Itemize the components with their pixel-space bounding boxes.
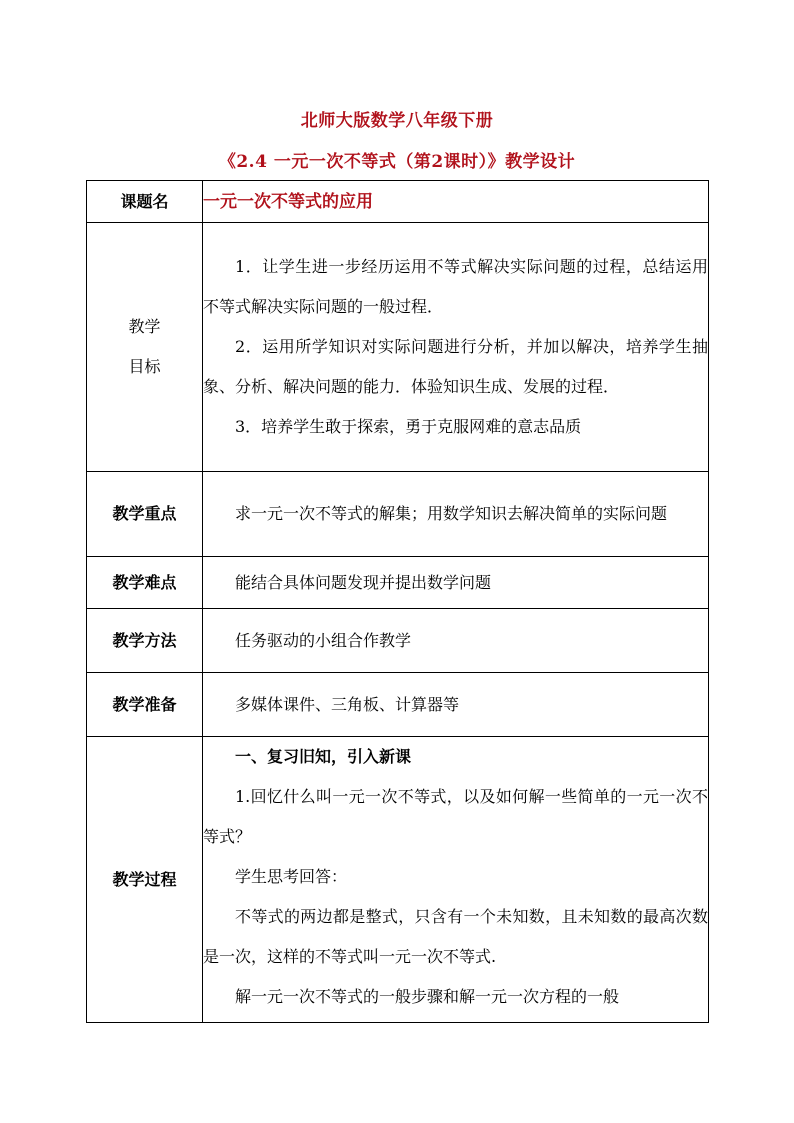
process-label: 教学过程: [87, 737, 203, 1023]
process-paragraph-3: 不等式的两边都是整式，只含有一个未知数，且未知数的最高次数是一次，这样的不等式叫一元一次不等式.: [203, 907, 708, 966]
objective-item-3: 3．培养学生敢于探索，勇于克服网难的意志品质: [235, 417, 582, 436]
objectives-cell: [203, 223, 709, 472]
difficulties-value: 能结合具体问题发现并提出数学问题: [235, 572, 492, 592]
table-row-preparation: [87, 673, 709, 737]
document-subtitle: 《2.4 一元一次不等式（第2课时）》教学设计: [218, 152, 576, 172]
objective-item-2: 2．运用所学知识对实际问题进行分析，并加以解决，培养学生抽象、分析、解决问题的能力．体验知识生成、发展的过程．: [203, 337, 708, 396]
difficulties-cell: [203, 557, 709, 609]
objectives-label-line2: 目标: [128, 357, 161, 376]
process-section-title: 一、复习旧知，引入新课: [235, 747, 412, 766]
method-label: 教学方法: [87, 609, 203, 673]
topic-cell: [203, 181, 709, 223]
method-cell: [203, 609, 709, 673]
table-row-objectives: [87, 223, 709, 472]
document-title: 北师大版数学八年级下册: [300, 111, 494, 131]
key-points-cell: [203, 472, 709, 557]
key-points-value: 求一元一次不等式的解集；用数学知识去解决简单的实际问题: [235, 504, 668, 523]
process-paragraph-1: 1.回忆什么叫一元一次不等式，以及如何解一些简单的一元一次不等式？: [203, 787, 708, 846]
difficulties-label: 教学难点: [87, 557, 203, 609]
process-paragraph-4: 解一元一次不等式的一般步骤和解一元一次方程的一般: [235, 987, 620, 1006]
key-points-label: 教学重点: [87, 472, 203, 557]
preparation-value: 多媒体课件、三角板、计算器等: [235, 694, 460, 714]
table-row-topic: [87, 181, 709, 223]
lesson-plan-table: [86, 180, 709, 1023]
process-cell: [203, 737, 709, 1023]
objectives-label: [87, 223, 203, 472]
preparation-label: 教学准备: [87, 673, 203, 737]
table-row-key-points: [87, 472, 709, 557]
preparation-cell: [203, 673, 709, 737]
topic-value: 一元一次不等式的应用: [203, 191, 373, 212]
table-row-process: [87, 737, 709, 1023]
topic-label: 课题名: [87, 181, 203, 223]
table-row-difficulties: [87, 557, 709, 609]
objectives-label-line1: 教学: [128, 317, 161, 336]
objective-item-1: 1．让学生进一步经历运用不等式解决实际问题的过程，总结运用不等式解决实际问题的一般过程．: [203, 257, 708, 316]
table-row-method: [87, 609, 709, 673]
process-paragraph-2: 学生思考回答：: [235, 867, 348, 886]
method-value: 任务驱动的小组合作教学: [235, 630, 412, 650]
